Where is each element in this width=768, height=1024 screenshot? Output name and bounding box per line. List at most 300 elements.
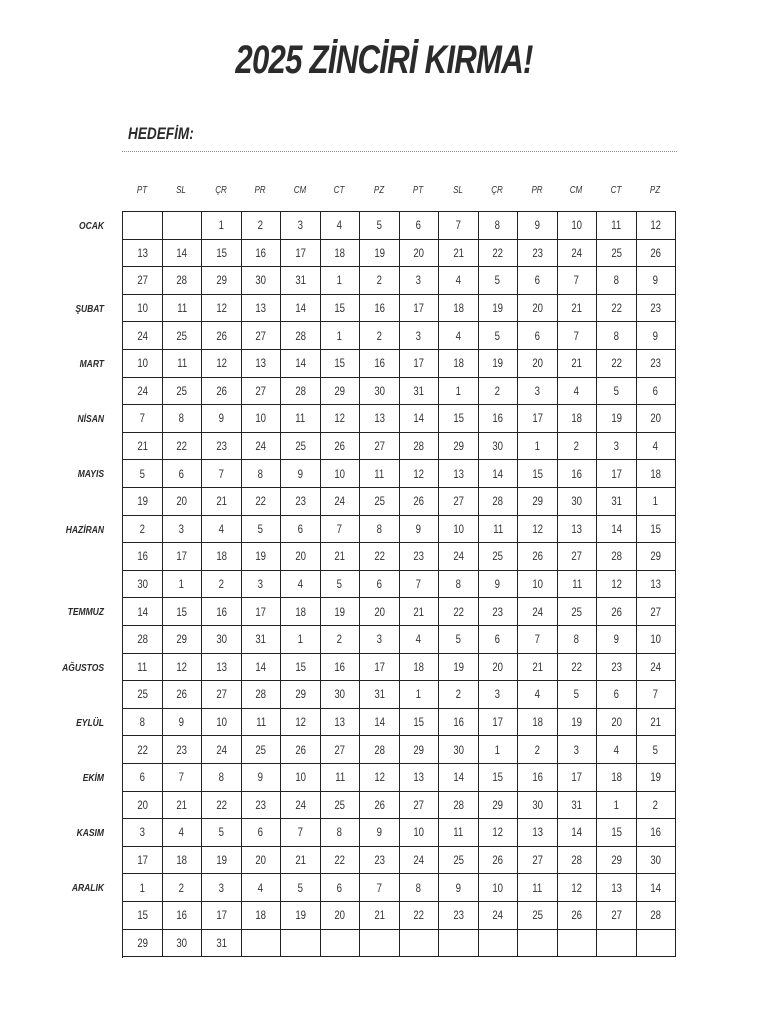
day-cell[interactable] bbox=[597, 736, 637, 764]
empty-day-cell[interactable] bbox=[242, 930, 282, 958]
day-cell[interactable] bbox=[597, 322, 637, 350]
day-cell[interactable] bbox=[163, 819, 203, 847]
day-cell[interactable] bbox=[479, 874, 519, 902]
day-cell[interactable] bbox=[518, 460, 558, 488]
day-cell[interactable] bbox=[163, 322, 203, 350]
day-cell[interactable] bbox=[637, 819, 677, 847]
day-cell[interactable] bbox=[163, 516, 203, 544]
day-cell[interactable] bbox=[281, 736, 321, 764]
day-cell[interactable] bbox=[281, 212, 321, 240]
day-cell[interactable] bbox=[321, 626, 361, 654]
day-cell[interactable] bbox=[558, 681, 598, 709]
day-cell[interactable] bbox=[321, 405, 361, 433]
day-cell[interactable] bbox=[360, 874, 400, 902]
day-cell[interactable] bbox=[597, 819, 637, 847]
day-cell[interactable] bbox=[439, 295, 479, 323]
day-cell[interactable] bbox=[360, 847, 400, 875]
day-cell[interactable] bbox=[123, 902, 163, 930]
day-cell[interactable] bbox=[400, 709, 440, 737]
empty-day-cell[interactable] bbox=[281, 930, 321, 958]
day-cell[interactable] bbox=[558, 571, 598, 599]
day-cell[interactable] bbox=[518, 488, 558, 516]
empty-day-cell[interactable] bbox=[439, 930, 479, 958]
day-cell[interactable] bbox=[242, 847, 282, 875]
day-cell[interactable] bbox=[558, 543, 598, 571]
day-cell[interactable] bbox=[242, 433, 282, 461]
day-cell[interactable] bbox=[242, 792, 282, 820]
day-cell[interactable] bbox=[637, 736, 677, 764]
day-cell[interactable] bbox=[242, 488, 282, 516]
day-cell[interactable] bbox=[558, 902, 598, 930]
day-cell[interactable] bbox=[558, 792, 598, 820]
day-cell[interactable] bbox=[321, 516, 361, 544]
day-cell[interactable] bbox=[439, 709, 479, 737]
day-cell[interactable] bbox=[360, 598, 400, 626]
day-cell[interactable] bbox=[202, 819, 242, 847]
empty-day-cell[interactable] bbox=[400, 930, 440, 958]
day-cell[interactable] bbox=[163, 681, 203, 709]
day-cell[interactable] bbox=[597, 267, 637, 295]
day-cell[interactable] bbox=[597, 626, 637, 654]
day-cell[interactable] bbox=[123, 295, 163, 323]
day-cell[interactable] bbox=[518, 322, 558, 350]
day-cell[interactable] bbox=[558, 240, 598, 268]
day-cell[interactable] bbox=[202, 322, 242, 350]
day-cell[interactable] bbox=[518, 598, 558, 626]
empty-day-cell[interactable] bbox=[637, 930, 677, 958]
day-cell[interactable] bbox=[637, 295, 677, 323]
day-cell[interactable] bbox=[400, 571, 440, 599]
day-cell[interactable] bbox=[558, 736, 598, 764]
day-cell[interactable] bbox=[163, 378, 203, 406]
day-cell[interactable] bbox=[321, 322, 361, 350]
day-cell[interactable] bbox=[360, 902, 400, 930]
day-cell[interactable] bbox=[439, 681, 479, 709]
day-cell[interactable] bbox=[479, 764, 519, 792]
day-cell[interactable] bbox=[360, 819, 400, 847]
day-cell[interactable] bbox=[321, 681, 361, 709]
day-cell[interactable] bbox=[360, 322, 400, 350]
day-cell[interactable] bbox=[479, 295, 519, 323]
day-cell[interactable] bbox=[479, 654, 519, 682]
day-cell[interactable] bbox=[518, 764, 558, 792]
day-cell[interactable] bbox=[242, 460, 282, 488]
day-cell[interactable] bbox=[321, 764, 361, 792]
day-cell[interactable] bbox=[123, 654, 163, 682]
day-cell[interactable] bbox=[479, 598, 519, 626]
day-cell[interactable] bbox=[439, 874, 479, 902]
day-cell[interactable] bbox=[637, 681, 677, 709]
day-cell[interactable] bbox=[281, 709, 321, 737]
day-cell[interactable] bbox=[518, 405, 558, 433]
day-cell[interactable] bbox=[479, 543, 519, 571]
day-cell[interactable] bbox=[163, 847, 203, 875]
day-cell[interactable] bbox=[439, 488, 479, 516]
day-cell[interactable] bbox=[281, 433, 321, 461]
day-cell[interactable] bbox=[400, 378, 440, 406]
day-cell[interactable] bbox=[400, 626, 440, 654]
day-cell[interactable] bbox=[439, 543, 479, 571]
day-cell[interactable] bbox=[163, 543, 203, 571]
day-cell[interactable] bbox=[518, 543, 558, 571]
day-cell[interactable] bbox=[558, 295, 598, 323]
day-cell[interactable] bbox=[321, 654, 361, 682]
day-cell[interactable] bbox=[321, 819, 361, 847]
day-cell[interactable] bbox=[400, 598, 440, 626]
day-cell[interactable] bbox=[281, 847, 321, 875]
day-cell[interactable] bbox=[400, 792, 440, 820]
day-cell[interactable] bbox=[163, 709, 203, 737]
day-cell[interactable] bbox=[321, 543, 361, 571]
day-cell[interactable] bbox=[242, 681, 282, 709]
day-cell[interactable] bbox=[202, 930, 242, 958]
day-cell[interactable] bbox=[637, 433, 677, 461]
day-cell[interactable] bbox=[242, 516, 282, 544]
day-cell[interactable] bbox=[321, 378, 361, 406]
day-cell[interactable] bbox=[558, 322, 598, 350]
day-cell[interactable] bbox=[163, 433, 203, 461]
day-cell[interactable] bbox=[360, 792, 400, 820]
day-cell[interactable] bbox=[321, 847, 361, 875]
day-cell[interactable] bbox=[479, 322, 519, 350]
day-cell[interactable] bbox=[558, 267, 598, 295]
day-cell[interactable] bbox=[597, 847, 637, 875]
day-cell[interactable] bbox=[439, 654, 479, 682]
day-cell[interactable] bbox=[242, 902, 282, 930]
day-cell[interactable] bbox=[439, 212, 479, 240]
day-cell[interactable] bbox=[479, 516, 519, 544]
day-cell[interactable] bbox=[321, 736, 361, 764]
day-cell[interactable] bbox=[360, 626, 400, 654]
day-cell[interactable] bbox=[439, 267, 479, 295]
day-cell[interactable] bbox=[518, 681, 558, 709]
day-cell[interactable] bbox=[242, 322, 282, 350]
day-cell[interactable] bbox=[558, 488, 598, 516]
day-cell[interactable] bbox=[637, 488, 677, 516]
day-cell[interactable] bbox=[400, 240, 440, 268]
day-cell[interactable] bbox=[202, 736, 242, 764]
day-cell[interactable] bbox=[637, 516, 677, 544]
day-cell[interactable] bbox=[242, 350, 282, 378]
day-cell[interactable] bbox=[439, 378, 479, 406]
empty-day-cell[interactable] bbox=[479, 930, 519, 958]
day-cell[interactable] bbox=[202, 240, 242, 268]
empty-day-cell[interactable] bbox=[597, 930, 637, 958]
day-cell[interactable] bbox=[202, 516, 242, 544]
day-cell[interactable] bbox=[558, 378, 598, 406]
day-cell[interactable] bbox=[163, 350, 203, 378]
day-cell[interactable] bbox=[281, 598, 321, 626]
day-cell[interactable] bbox=[360, 571, 400, 599]
day-cell[interactable] bbox=[321, 488, 361, 516]
day-cell[interactable] bbox=[637, 378, 677, 406]
day-cell[interactable] bbox=[558, 626, 598, 654]
day-cell[interactable] bbox=[202, 902, 242, 930]
day-cell[interactable] bbox=[202, 792, 242, 820]
day-cell[interactable] bbox=[202, 571, 242, 599]
day-cell[interactable] bbox=[597, 764, 637, 792]
day-cell[interactable] bbox=[123, 764, 163, 792]
day-cell[interactable] bbox=[281, 764, 321, 792]
day-cell[interactable] bbox=[163, 654, 203, 682]
day-cell[interactable] bbox=[123, 267, 163, 295]
day-cell[interactable] bbox=[479, 709, 519, 737]
day-cell[interactable] bbox=[637, 543, 677, 571]
day-cell[interactable] bbox=[123, 405, 163, 433]
day-cell[interactable] bbox=[637, 405, 677, 433]
day-cell[interactable] bbox=[163, 902, 203, 930]
day-cell[interactable] bbox=[202, 874, 242, 902]
day-cell[interactable] bbox=[479, 488, 519, 516]
day-cell[interactable] bbox=[597, 488, 637, 516]
day-cell[interactable] bbox=[360, 240, 400, 268]
day-cell[interactable] bbox=[281, 819, 321, 847]
day-cell[interactable] bbox=[202, 405, 242, 433]
day-cell[interactable] bbox=[637, 847, 677, 875]
day-cell[interactable] bbox=[321, 460, 361, 488]
day-cell[interactable] bbox=[637, 764, 677, 792]
day-cell[interactable] bbox=[202, 295, 242, 323]
day-cell[interactable] bbox=[321, 295, 361, 323]
day-cell[interactable] bbox=[281, 350, 321, 378]
day-cell[interactable] bbox=[400, 488, 440, 516]
day-cell[interactable] bbox=[123, 571, 163, 599]
day-cell[interactable] bbox=[400, 543, 440, 571]
day-cell[interactable] bbox=[400, 736, 440, 764]
day-cell[interactable] bbox=[242, 764, 282, 792]
day-cell[interactable] bbox=[558, 847, 598, 875]
day-cell[interactable] bbox=[321, 212, 361, 240]
day-cell[interactable] bbox=[400, 433, 440, 461]
day-cell[interactable] bbox=[360, 764, 400, 792]
day-cell[interactable] bbox=[360, 267, 400, 295]
day-cell[interactable] bbox=[400, 295, 440, 323]
day-cell[interactable] bbox=[321, 709, 361, 737]
day-cell[interactable] bbox=[202, 681, 242, 709]
day-cell[interactable] bbox=[321, 902, 361, 930]
empty-day-cell[interactable] bbox=[163, 212, 203, 240]
day-cell[interactable] bbox=[163, 240, 203, 268]
day-cell[interactable] bbox=[439, 322, 479, 350]
day-cell[interactable] bbox=[360, 516, 400, 544]
day-cell[interactable] bbox=[400, 516, 440, 544]
day-cell[interactable] bbox=[242, 709, 282, 737]
day-cell[interactable] bbox=[637, 212, 677, 240]
day-cell[interactable] bbox=[281, 488, 321, 516]
day-cell[interactable] bbox=[479, 350, 519, 378]
day-cell[interactable] bbox=[479, 736, 519, 764]
day-cell[interactable] bbox=[123, 709, 163, 737]
day-cell[interactable] bbox=[202, 654, 242, 682]
day-cell[interactable] bbox=[123, 350, 163, 378]
day-cell[interactable] bbox=[439, 819, 479, 847]
day-cell[interactable] bbox=[479, 212, 519, 240]
day-cell[interactable] bbox=[360, 736, 400, 764]
day-cell[interactable] bbox=[439, 350, 479, 378]
day-cell[interactable] bbox=[360, 350, 400, 378]
day-cell[interactable] bbox=[163, 930, 203, 958]
day-cell[interactable] bbox=[558, 460, 598, 488]
day-cell[interactable] bbox=[637, 350, 677, 378]
day-cell[interactable] bbox=[202, 350, 242, 378]
day-cell[interactable] bbox=[163, 764, 203, 792]
day-cell[interactable] bbox=[242, 267, 282, 295]
day-cell[interactable] bbox=[597, 874, 637, 902]
day-cell[interactable] bbox=[123, 543, 163, 571]
day-cell[interactable] bbox=[479, 405, 519, 433]
day-cell[interactable] bbox=[281, 295, 321, 323]
day-cell[interactable] bbox=[360, 681, 400, 709]
day-cell[interactable] bbox=[400, 681, 440, 709]
day-cell[interactable] bbox=[558, 516, 598, 544]
day-cell[interactable] bbox=[479, 433, 519, 461]
day-cell[interactable] bbox=[281, 378, 321, 406]
day-cell[interactable] bbox=[637, 598, 677, 626]
day-cell[interactable] bbox=[400, 322, 440, 350]
day-cell[interactable] bbox=[281, 874, 321, 902]
day-cell[interactable] bbox=[202, 598, 242, 626]
day-cell[interactable] bbox=[597, 433, 637, 461]
day-cell[interactable] bbox=[202, 543, 242, 571]
day-cell[interactable] bbox=[518, 847, 558, 875]
day-cell[interactable] bbox=[202, 212, 242, 240]
goal-writing-line[interactable] bbox=[122, 151, 677, 152]
day-cell[interactable] bbox=[518, 571, 558, 599]
day-cell[interactable] bbox=[202, 378, 242, 406]
day-cell[interactable] bbox=[123, 681, 163, 709]
day-cell[interactable] bbox=[242, 598, 282, 626]
day-cell[interactable] bbox=[123, 322, 163, 350]
day-cell[interactable] bbox=[637, 654, 677, 682]
day-cell[interactable] bbox=[242, 378, 282, 406]
day-cell[interactable] bbox=[400, 847, 440, 875]
day-cell[interactable] bbox=[163, 267, 203, 295]
day-cell[interactable] bbox=[597, 295, 637, 323]
day-cell[interactable] bbox=[597, 378, 637, 406]
day-cell[interactable] bbox=[123, 792, 163, 820]
day-cell[interactable] bbox=[439, 571, 479, 599]
day-cell[interactable] bbox=[518, 819, 558, 847]
day-cell[interactable] bbox=[281, 681, 321, 709]
day-cell[interactable] bbox=[637, 626, 677, 654]
day-cell[interactable] bbox=[123, 433, 163, 461]
day-cell[interactable] bbox=[281, 267, 321, 295]
day-cell[interactable] bbox=[281, 405, 321, 433]
day-cell[interactable] bbox=[163, 792, 203, 820]
day-cell[interactable] bbox=[597, 543, 637, 571]
day-cell[interactable] bbox=[637, 902, 677, 930]
day-cell[interactable] bbox=[163, 626, 203, 654]
day-cell[interactable] bbox=[123, 819, 163, 847]
empty-day-cell[interactable] bbox=[360, 930, 400, 958]
day-cell[interactable] bbox=[242, 736, 282, 764]
day-cell[interactable] bbox=[242, 819, 282, 847]
day-cell[interactable] bbox=[558, 433, 598, 461]
day-cell[interactable] bbox=[439, 847, 479, 875]
day-cell[interactable] bbox=[163, 598, 203, 626]
day-cell[interactable] bbox=[479, 378, 519, 406]
day-cell[interactable] bbox=[439, 405, 479, 433]
day-cell[interactable] bbox=[281, 626, 321, 654]
day-cell[interactable] bbox=[518, 350, 558, 378]
day-cell[interactable] bbox=[123, 240, 163, 268]
day-cell[interactable] bbox=[479, 902, 519, 930]
day-cell[interactable] bbox=[202, 764, 242, 792]
day-cell[interactable] bbox=[163, 488, 203, 516]
day-cell[interactable] bbox=[123, 736, 163, 764]
empty-day-cell[interactable] bbox=[518, 930, 558, 958]
day-cell[interactable] bbox=[321, 792, 361, 820]
day-cell[interactable] bbox=[123, 598, 163, 626]
day-cell[interactable] bbox=[597, 405, 637, 433]
day-cell[interactable] bbox=[479, 681, 519, 709]
day-cell[interactable] bbox=[518, 240, 558, 268]
day-cell[interactable] bbox=[439, 240, 479, 268]
day-cell[interactable] bbox=[518, 709, 558, 737]
day-cell[interactable] bbox=[360, 295, 400, 323]
day-cell[interactable] bbox=[439, 460, 479, 488]
day-cell[interactable] bbox=[202, 626, 242, 654]
day-cell[interactable] bbox=[321, 598, 361, 626]
day-cell[interactable] bbox=[439, 792, 479, 820]
day-cell[interactable] bbox=[400, 819, 440, 847]
day-cell[interactable] bbox=[321, 874, 361, 902]
day-cell[interactable] bbox=[242, 874, 282, 902]
day-cell[interactable] bbox=[479, 819, 519, 847]
day-cell[interactable] bbox=[637, 240, 677, 268]
day-cell[interactable] bbox=[400, 267, 440, 295]
day-cell[interactable] bbox=[597, 571, 637, 599]
day-cell[interactable] bbox=[163, 460, 203, 488]
day-cell[interactable] bbox=[123, 930, 163, 958]
day-cell[interactable] bbox=[360, 460, 400, 488]
empty-day-cell[interactable] bbox=[558, 930, 598, 958]
day-cell[interactable] bbox=[202, 847, 242, 875]
day-cell[interactable] bbox=[558, 709, 598, 737]
day-cell[interactable] bbox=[400, 764, 440, 792]
day-cell[interactable] bbox=[123, 488, 163, 516]
day-cell[interactable] bbox=[439, 626, 479, 654]
day-cell[interactable] bbox=[123, 516, 163, 544]
day-cell[interactable] bbox=[558, 212, 598, 240]
day-cell[interactable] bbox=[518, 433, 558, 461]
day-cell[interactable] bbox=[400, 350, 440, 378]
day-cell[interactable] bbox=[400, 212, 440, 240]
day-cell[interactable] bbox=[281, 460, 321, 488]
day-cell[interactable] bbox=[597, 681, 637, 709]
day-cell[interactable] bbox=[558, 654, 598, 682]
day-cell[interactable] bbox=[400, 460, 440, 488]
day-cell[interactable] bbox=[321, 571, 361, 599]
day-cell[interactable] bbox=[163, 295, 203, 323]
day-cell[interactable] bbox=[281, 654, 321, 682]
day-cell[interactable] bbox=[597, 460, 637, 488]
empty-day-cell[interactable] bbox=[123, 212, 163, 240]
day-cell[interactable] bbox=[400, 405, 440, 433]
day-cell[interactable] bbox=[400, 874, 440, 902]
day-cell[interactable] bbox=[439, 433, 479, 461]
day-cell[interactable] bbox=[637, 792, 677, 820]
day-cell[interactable] bbox=[518, 874, 558, 902]
day-cell[interactable] bbox=[281, 902, 321, 930]
day-cell[interactable] bbox=[163, 874, 203, 902]
day-cell[interactable] bbox=[597, 709, 637, 737]
day-cell[interactable] bbox=[360, 212, 400, 240]
day-cell[interactable] bbox=[637, 460, 677, 488]
day-cell[interactable] bbox=[242, 571, 282, 599]
day-cell[interactable] bbox=[597, 792, 637, 820]
day-cell[interactable] bbox=[242, 626, 282, 654]
